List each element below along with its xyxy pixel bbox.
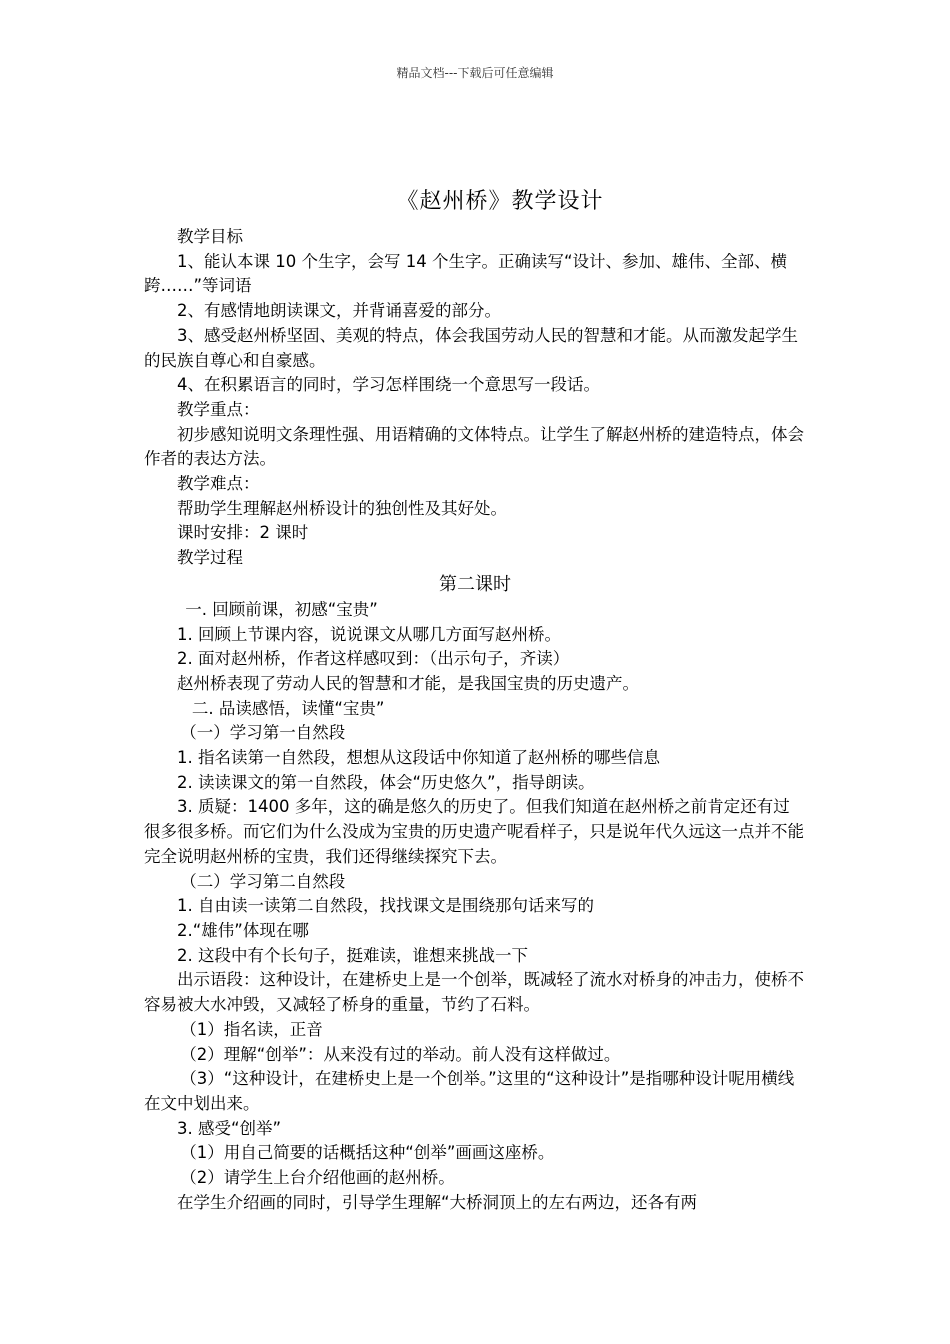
sub1-step-2: 2. 读读课文的第一自然段，体会“历史悠久”，指导朗读。 [177, 772, 595, 792]
step-1-1: 1. 回顾上节课内容，说说课文从哪几方面写赵州桥。 [177, 624, 561, 644]
sub2-item-3: （3）“这种设计，在建桥史上是一个创举。”这里的“这种设计”是指哪种设计呢用横线在文中划出来。 [144, 1069, 795, 1113]
page-header: 精品文档---下载后可任意编辑 [396, 66, 554, 80]
difficulties-text: 帮助学生理解赵州桥设计的独创性及其好处。 [177, 498, 507, 518]
sub2-item-1: （1）指名读，正音 [180, 1019, 323, 1039]
schedule-text: 课时安排：2 课时 [177, 523, 309, 543]
heading-difficulties: 教学难点： [177, 474, 260, 494]
subsection-2-heading: （二）学习第二自然段 [180, 871, 346, 891]
sub2-step3-item-1: （1）用自己简要的话概括这种“创举”画画这座桥。 [180, 1143, 555, 1163]
final-paragraph: 在学生介绍画的同时，引导学生理解“大桥洞顶上的左右两边，还各有两 [177, 1192, 698, 1212]
objective-1: 1、能认本课 10 个生字，会写 14 个生字。正确读写“设计、参加、雄伟、全部、横跨……”等词语 [144, 251, 788, 296]
objective-3: 3、感受赵州桥坚固、美观的特点，体会我国劳动人民的智慧和才能。从而激发起学生的民族自尊心和自豪感。 [144, 325, 798, 370]
sub1-step-3: 3. 质疑：1400 多年，这的确是悠久的历史了。但我们知道在赵州桥之前肯定还有过很多很多桥。而它们为什么没成为宝贵的历史遗产呢看样子，只是说年代久远这一点并不能完全说明赵州桥的宝贵，我们还得继续探究下去。 [144, 797, 804, 866]
document-body [144, 225, 806, 1215]
passage-text: 出示语段：这种设计，在建桥史上是一个创举，既减轻了流水对桥身的冲击力，使桥不容易被大水冲毁，又减轻了桥身的重量，节约了石料。 [144, 970, 804, 1015]
heading-objectives: 教学目标 [177, 227, 243, 246]
objective-4: 4、在积累语言的同时，学习怎样围绕一个意思写一段话。 [177, 375, 600, 395]
quote-sentence: 赵州桥表现了劳动人民的智慧和才能，是我国宝贵的历史遗产。 [177, 673, 639, 693]
document-title: 《赵州桥》教学设计 [396, 189, 604, 214]
sub1-step-1: 1. 指名读第一自然段，想想从这段话中你知道了赵州桥的哪些信息 [177, 748, 660, 768]
sub2-step-2b: 2. 这段中有个长句子，挺难读，谁想来挑战一下 [177, 945, 528, 965]
lesson-heading: 第二课时 [439, 573, 511, 595]
section-1-heading: 一. 回顾前课，初感“宝贵” [185, 599, 378, 619]
sub2-step-1: 1. 自由读一读第二自然段，找找课文是围绕那句话来写的 [177, 896, 594, 916]
subsection-1-heading: （一）学习第一自然段 [180, 723, 346, 743]
heading-key-points: 教学重点： [177, 399, 260, 419]
heading-process: 教学过程 [177, 548, 243, 568]
sub2-step3-item-2: （2）请学生上台介绍他画的赵州桥。 [180, 1168, 455, 1188]
objective-2: 2、有感情地朗读课文，并背诵喜爱的部分。 [177, 301, 501, 321]
section-2-heading: 二. 品读感悟，读懂“宝贵” [191, 698, 385, 718]
sub2-step-3: 3. 感受“创举” [177, 1118, 282, 1138]
key-points-text: 初步感知说明文条理性强、用语精确的文体特点。让学生了解赵州桥的建造特点，体会作者的表达方法。 [144, 424, 804, 469]
step-1-2: 2. 面对赵州桥，作者这样感叹到：（出示句子，齐读） [177, 649, 570, 669]
sub2-step-2a: 2.“雄伟”体现在哪 [177, 920, 309, 940]
sub2-item-2: （2）理解“创举”：从来没有过的举动。前人没有这样做过。 [180, 1044, 621, 1064]
